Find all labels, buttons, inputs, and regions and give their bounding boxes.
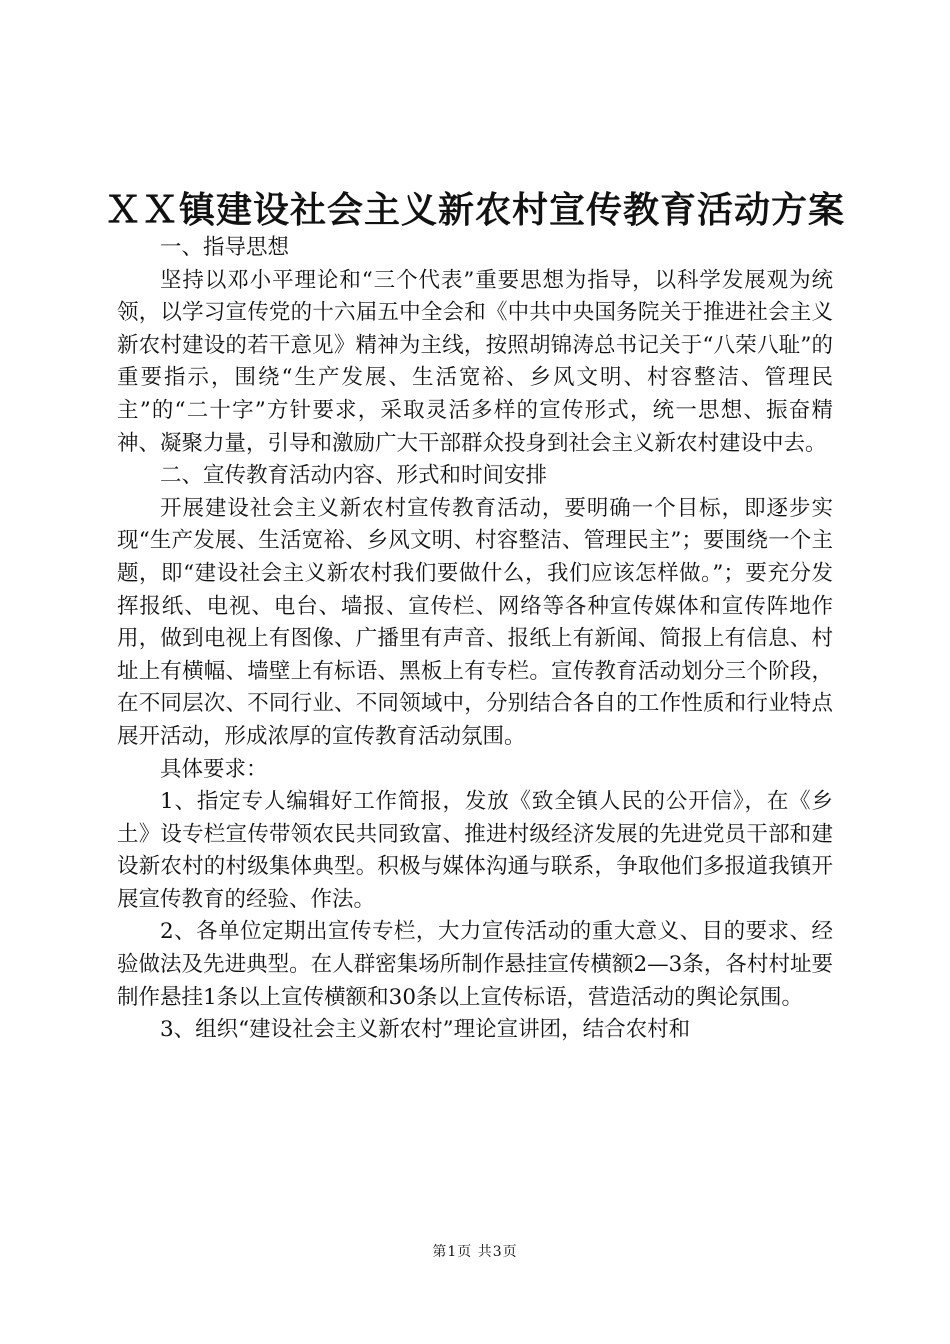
section-heading-activity-content: 二、宣传教育活动内容、形式和时间安排 (160, 463, 548, 489)
paragraph-guiding-ideology: 坚持以邓小平理论和“三个代表”重要思想为指导，以科学发展观为统领，以学习宣传党的十六届五中全会和《中共中央国务院关于推进社会主义新农村建设的若干意见》精神为主线，按照胡锦涛总书记关于“八荣八耻”的重要指示，围绕“生产发展、生活宽裕、乡风文明、村容整洁、管理民主”的“二十字”方针要求，采取灵活多样的宣传形式，统一思想、振奋精神、凝聚力量，引导和激励广大干部群众投身到社会主义新农村建设中去。 (117, 267, 833, 456)
requirement-item-1: 1、指定专人编辑好工作简报，发放《致全镇人民的公开信》，在《乡土》设专栏宣传带领农民共同致富、推进村级经济发展的先进党员干部和建设新农村的村级集体典型。积极与媒体沟通与联系，争取他们多报道我镇开展宣传教育的经验、作法。 (117, 789, 833, 912)
section-heading-guiding-ideology: 一、指导思想 (160, 235, 290, 260)
requirement-item-2: 2、各单位定期出宣传专栏，大力宣传活动的重大意义、目的要求、经验做法及先进典型。在人群密集场所制作悬挂宣传横额2—3条，各村村址要制作悬挂1条以上宣传横额和30条以上宣传标语，营造活动的舆论氛围。 (117, 919, 833, 1010)
document-body (117, 232, 833, 1047)
specific-requirements-label: 具体要求： (160, 756, 268, 782)
requirement-item-3: 3、组织“建设社会主义新农村”理论宣讲团，结合农村和 (160, 1017, 691, 1043)
paragraph-activity-content: 开展建设社会主义新农村宣传教育活动，要明确一个目标，即逐步实现“生产发展、生活宽裕、乡风文明、村容整洁、管理民主”；要围绕一个主题，即“建设社会主义新农村我们要做什么，我们应该怎样做。”；要充分发挥报纸、电视、电台、墙报、宣传栏、网络等各种宣传媒体和宣传阵地作用，做到电视上有图像、广播里有声音、报纸上有新闻、简报上有信息、村址上有横幅、墙壁上有标语、黑板上有专栏。宣传教育活动划分三个阶段，在不同层次、不同行业、不同领域中，分别结合各自的工作性质和行业特点展开活动，形成浓厚的宣传教育活动氛围。 (117, 495, 833, 749)
document-title: ＸＸ镇建设社会主义新农村宣传教育活动方案 (104, 189, 845, 231)
page-number-footer: 第1页 共3页 (432, 1244, 518, 1260)
